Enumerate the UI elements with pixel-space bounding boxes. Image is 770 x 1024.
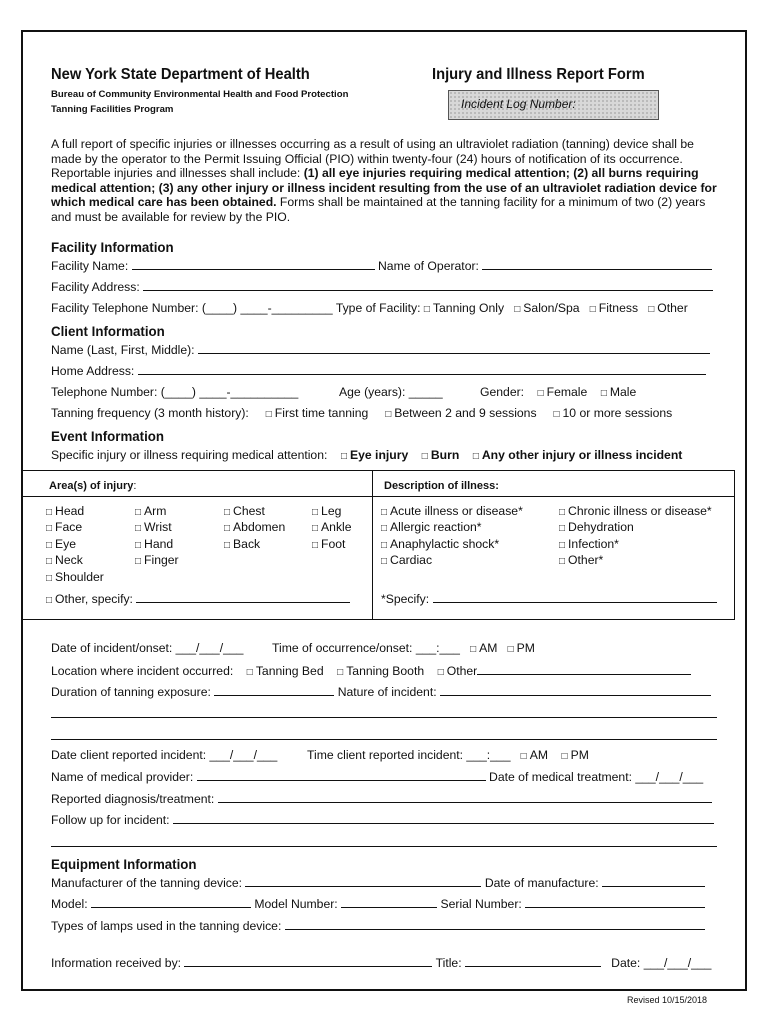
duration-row (51, 684, 711, 699)
checkbox[interactable]: □ (381, 523, 388, 535)
checkbox[interactable]: □ (135, 523, 142, 535)
areas-header (49, 479, 136, 493)
location-label: Location where incident occurred: (51, 664, 234, 678)
areas-header-colon: : (133, 480, 137, 492)
onset-pm: PM (516, 641, 535, 655)
area-arm: Arm (144, 504, 167, 518)
operator-name-label: Name of Operator: (377, 259, 479, 273)
facility-heading: Facility Information (51, 239, 174, 255)
facility-phone-label[interactable]: Facility Telephone Number: (____) ____-_________ (51, 301, 333, 315)
type-fitness: Fitness (598, 301, 639, 315)
nature-label: Nature of incident: (337, 685, 437, 699)
checkbox[interactable]: □ (224, 539, 231, 551)
serial-label: Serial Number: (440, 897, 522, 911)
area-eye: Eye (55, 536, 77, 551)
received-field[interactable] (184, 955, 432, 967)
client-heading: Client Information (51, 323, 165, 339)
facility-address-label: Facility Address: (51, 280, 140, 294)
model-label: Model: (51, 897, 88, 911)
followup-field[interactable] (173, 812, 714, 824)
facility-type-label: Type of Facility: (335, 301, 421, 315)
checkbox[interactable]: □ (559, 507, 566, 518)
checkbox[interactable]: □ (385, 409, 392, 420)
provider-label: Name of medical provider: (51, 770, 194, 784)
checkbox[interactable]: □ (600, 388, 607, 399)
serial-field[interactable] (525, 896, 705, 908)
freq-first-time: First time tanning (274, 406, 369, 420)
mfg-date-label: Date of manufacture: (484, 876, 599, 890)
event-heading: Event Information (51, 428, 165, 444)
client-name-field[interactable] (198, 342, 710, 354)
followup-row (51, 812, 714, 827)
checkbox[interactable]: □ (46, 595, 53, 606)
area-back: Back (233, 536, 261, 551)
checkbox[interactable]: □ (224, 507, 231, 518)
checkbox[interactable]: □ (337, 667, 344, 678)
desc-other: Other* (568, 553, 604, 568)
checkbox[interactable]: □ (381, 556, 388, 568)
nature-field[interactable] (440, 684, 711, 696)
time-onset-row (272, 641, 535, 655)
checkbox[interactable]: □ (472, 451, 479, 462)
checkbox[interactable]: □ (46, 507, 53, 518)
treatment-date[interactable]: Date of medical treatment: ___/___/___ (489, 770, 704, 784)
received-label: Information received by: (51, 956, 182, 970)
tanning-frequency-row (51, 406, 672, 420)
checkbox[interactable]: □ (46, 523, 53, 535)
location-other-field[interactable] (477, 663, 691, 675)
operator-name-field[interactable] (482, 258, 712, 270)
specific-other: Any other injury or illness incident (481, 448, 683, 462)
home-address-field[interactable] (138, 363, 706, 375)
injury-table (21, 470, 735, 620)
client-age[interactable]: Age (years): _____ (339, 385, 443, 399)
provider-field[interactable] (197, 769, 486, 781)
blank-line[interactable] (51, 739, 717, 740)
location-booth: Tanning Booth (346, 664, 425, 678)
description-header: Description of illness: (384, 480, 499, 492)
other-specify-field[interactable] (136, 591, 350, 603)
lamps-row (51, 918, 705, 933)
manufacturer-label: Manufacturer of the tanning device: (51, 876, 243, 890)
checkbox[interactable]: □ (46, 539, 53, 551)
checkbox[interactable]: □ (265, 409, 272, 420)
specific-injury-row (51, 448, 682, 462)
checkbox[interactable]: □ (437, 667, 444, 678)
agency-title: New York State Department of Health (51, 66, 310, 83)
area-finger: Finger (144, 553, 179, 568)
incident-log-label: Incident Log Number: (461, 97, 576, 111)
diagnosis-field[interactable] (218, 791, 712, 803)
home-address-row (51, 363, 706, 378)
intro-paragraph (51, 137, 717, 225)
freq-10-plus: 10 or more sessions (562, 406, 673, 420)
star-specify-row (381, 591, 717, 606)
client-name-label: Name (Last, First, Middle): (51, 343, 195, 357)
received-date[interactable]: Date: ___/___/___ (611, 956, 712, 970)
mfg-date-field[interactable] (602, 875, 705, 887)
type-other: Other (657, 301, 688, 315)
intro-text-end: Forms shall be maintained at the tanning facility for a minimum of two (2) years and must be available for review by the PIO. (51, 195, 706, 224)
star-specify-field[interactable] (433, 591, 717, 603)
location-bed: Tanning Bed (255, 664, 324, 678)
date-reported[interactable]: Date client reported incident: ___/___/___ (51, 748, 278, 762)
program-name: Tanning Facilities Program (51, 104, 174, 115)
frequency-label: Tanning frequency (3 month history): (51, 406, 249, 420)
area-ankle: Ankle (321, 520, 352, 535)
client-phone[interactable]: Telephone Number: (____) ____-__________ (51, 385, 299, 399)
blank-line[interactable] (51, 717, 717, 718)
areas-column-3 (224, 504, 285, 553)
intro-bold-text: (1) all eye injuries requiring medical attention; (2) all burns requiring medical attention; (3) any other injury or illness incident resulting from the use of an ultraviolet radiation device for which medical care has been obtained. (51, 166, 717, 210)
reported-pm: PM (570, 748, 589, 762)
area-abdomen: Abdomen (233, 520, 286, 535)
gender-row (480, 385, 636, 399)
manufacturer-row (51, 875, 705, 890)
star-specify-label: *Specify: (381, 592, 430, 606)
intro-text: A full report of specific injuries or illnesses occurring as a result of using an ultraviolet radiation (tanning) device shall be made by the operator to the Permit Issuing Official (PIO) within twenty-four (24) hours of notification of its occurrence. Reportable injuries and illnesses shall include: (51, 137, 694, 181)
provider-row (51, 769, 703, 784)
manufacturer-field[interactable] (245, 875, 481, 887)
type-salon-spa: Salon/Spa (523, 301, 580, 315)
title-label: Title: (435, 956, 462, 970)
desc-anaphylactic: Anaphylactic shock* (390, 536, 500, 551)
checkbox[interactable]: □ (507, 644, 514, 655)
date-onset[interactable]: Date of incident/onset: ___/___/___ (51, 641, 244, 655)
duration-field[interactable] (214, 684, 334, 696)
facility-name-row (51, 258, 712, 273)
checkbox[interactable]: □ (423, 304, 430, 315)
model-number-label: Model Number: (254, 897, 338, 911)
checkbox[interactable]: □ (312, 507, 319, 518)
lamps-label: Types of lamps used in the tanning device: (51, 919, 282, 933)
checkbox[interactable]: □ (46, 572, 53, 584)
model-field[interactable] (91, 896, 251, 908)
areas-column-2 (135, 504, 179, 570)
facility-address-row (51, 279, 713, 294)
facility-address-field[interactable] (143, 279, 713, 291)
area-wrist: Wrist (144, 520, 172, 535)
checkbox[interactable]: □ (224, 523, 231, 535)
desc-allergic: Allergic reaction* (390, 520, 482, 535)
other-specify-row (46, 591, 350, 608)
model-row (51, 896, 705, 911)
specific-eye-injury: Eye injury (349, 448, 409, 462)
checkbox[interactable]: □ (135, 539, 142, 551)
checkbox[interactable]: □ (381, 539, 388, 551)
table-divider (22, 496, 734, 497)
incident-log-number-field[interactable] (448, 90, 659, 120)
time-reported-row (307, 748, 589, 762)
checkbox[interactable]: □ (46, 556, 53, 568)
onset-am: AM (479, 641, 498, 655)
area-neck: Neck (55, 553, 83, 568)
checkbox[interactable]: □ (559, 539, 566, 551)
specific-burn: Burn (430, 448, 460, 462)
blank-line[interactable] (51, 846, 717, 847)
checkbox[interactable]: □ (246, 667, 253, 678)
title-field[interactable] (465, 955, 601, 967)
checkbox[interactable]: □ (559, 556, 566, 568)
checkbox[interactable]: □ (135, 507, 142, 518)
gender-female: Female (546, 385, 588, 399)
model-number-field[interactable] (341, 896, 437, 908)
checkbox[interactable]: □ (381, 507, 388, 518)
area-foot: Foot (321, 536, 346, 551)
revised-date: Revised 10/15/2018 (627, 995, 708, 1005)
home-address-label: Home Address: (51, 364, 135, 378)
checkbox[interactable]: □ (514, 304, 521, 315)
checkbox[interactable]: □ (135, 556, 142, 568)
facility-phone-row (51, 301, 688, 315)
desc-infection: Infection* (568, 536, 619, 551)
facility-name-field[interactable] (132, 258, 375, 270)
areas-column-1 (46, 504, 104, 586)
checkbox[interactable]: □ (537, 388, 544, 399)
lamps-field[interactable] (285, 918, 705, 930)
checkbox[interactable]: □ (312, 539, 319, 551)
followup-label: Follow up for incident: (51, 813, 170, 827)
checkbox[interactable]: □ (589, 304, 596, 315)
checkbox[interactable]: □ (340, 451, 347, 462)
specific-injury-label: Specific injury or illness requiring medical attention: (51, 448, 328, 462)
type-tanning-only: Tanning Only (432, 301, 505, 315)
received-row (51, 955, 711, 970)
diagnosis-label: Reported diagnosis/treatment: (51, 792, 215, 806)
equipment-heading: Equipment Information (51, 856, 197, 872)
checkbox[interactable]: □ (553, 409, 560, 420)
area-hand: Hand (144, 536, 174, 551)
form-title: Injury and Illness Report Form (432, 66, 645, 83)
area-face: Face (55, 520, 83, 535)
duration-label: Duration of tanning exposure: (51, 685, 211, 699)
desc-dehydration: Dehydration (568, 520, 634, 535)
desc-acute: Acute illness or disease* (390, 504, 523, 518)
other-specify-label: Other, specify: (55, 592, 133, 606)
checkbox[interactable]: □ (520, 751, 527, 762)
freq-2-9: Between 2 and 9 sessions (394, 406, 537, 420)
area-chest: Chest (233, 504, 265, 518)
location-other: Other (446, 664, 478, 678)
location-row (51, 663, 691, 678)
description-column-1 (381, 504, 523, 570)
area-leg: Leg (321, 504, 342, 518)
diagnosis-row (51, 791, 712, 806)
desc-chronic: Chronic illness or disease* (568, 504, 712, 518)
checkbox[interactable]: □ (421, 451, 428, 462)
gender-label: Gender: (480, 385, 525, 399)
area-shoulder: Shoulder (55, 569, 104, 584)
area-head: Head (55, 504, 85, 518)
table-divider (372, 471, 373, 619)
checkbox[interactable]: □ (648, 304, 655, 315)
areas-column-4 (312, 504, 352, 553)
description-column-2 (559, 504, 712, 570)
checkbox[interactable]: □ (312, 523, 319, 535)
checkbox[interactable]: □ (559, 523, 566, 535)
time-reported[interactable]: Time client reported incident: ___:___ (307, 748, 511, 762)
areas-header-text: Area(s) of injury (49, 480, 134, 492)
time-onset[interactable]: Time of occurrence/onset: ___:___ (272, 641, 460, 655)
gender-male: Male (609, 385, 637, 399)
checkbox[interactable]: □ (561, 751, 568, 762)
checkbox[interactable]: □ (470, 644, 477, 655)
bureau-name: Bureau of Community Environmental Health and Food Protection (51, 89, 349, 100)
desc-cardiac: Cardiac (390, 553, 433, 568)
client-name-row (51, 342, 710, 357)
facility-name-label: Facility Name: (51, 259, 129, 273)
reported-am: AM (529, 748, 548, 762)
